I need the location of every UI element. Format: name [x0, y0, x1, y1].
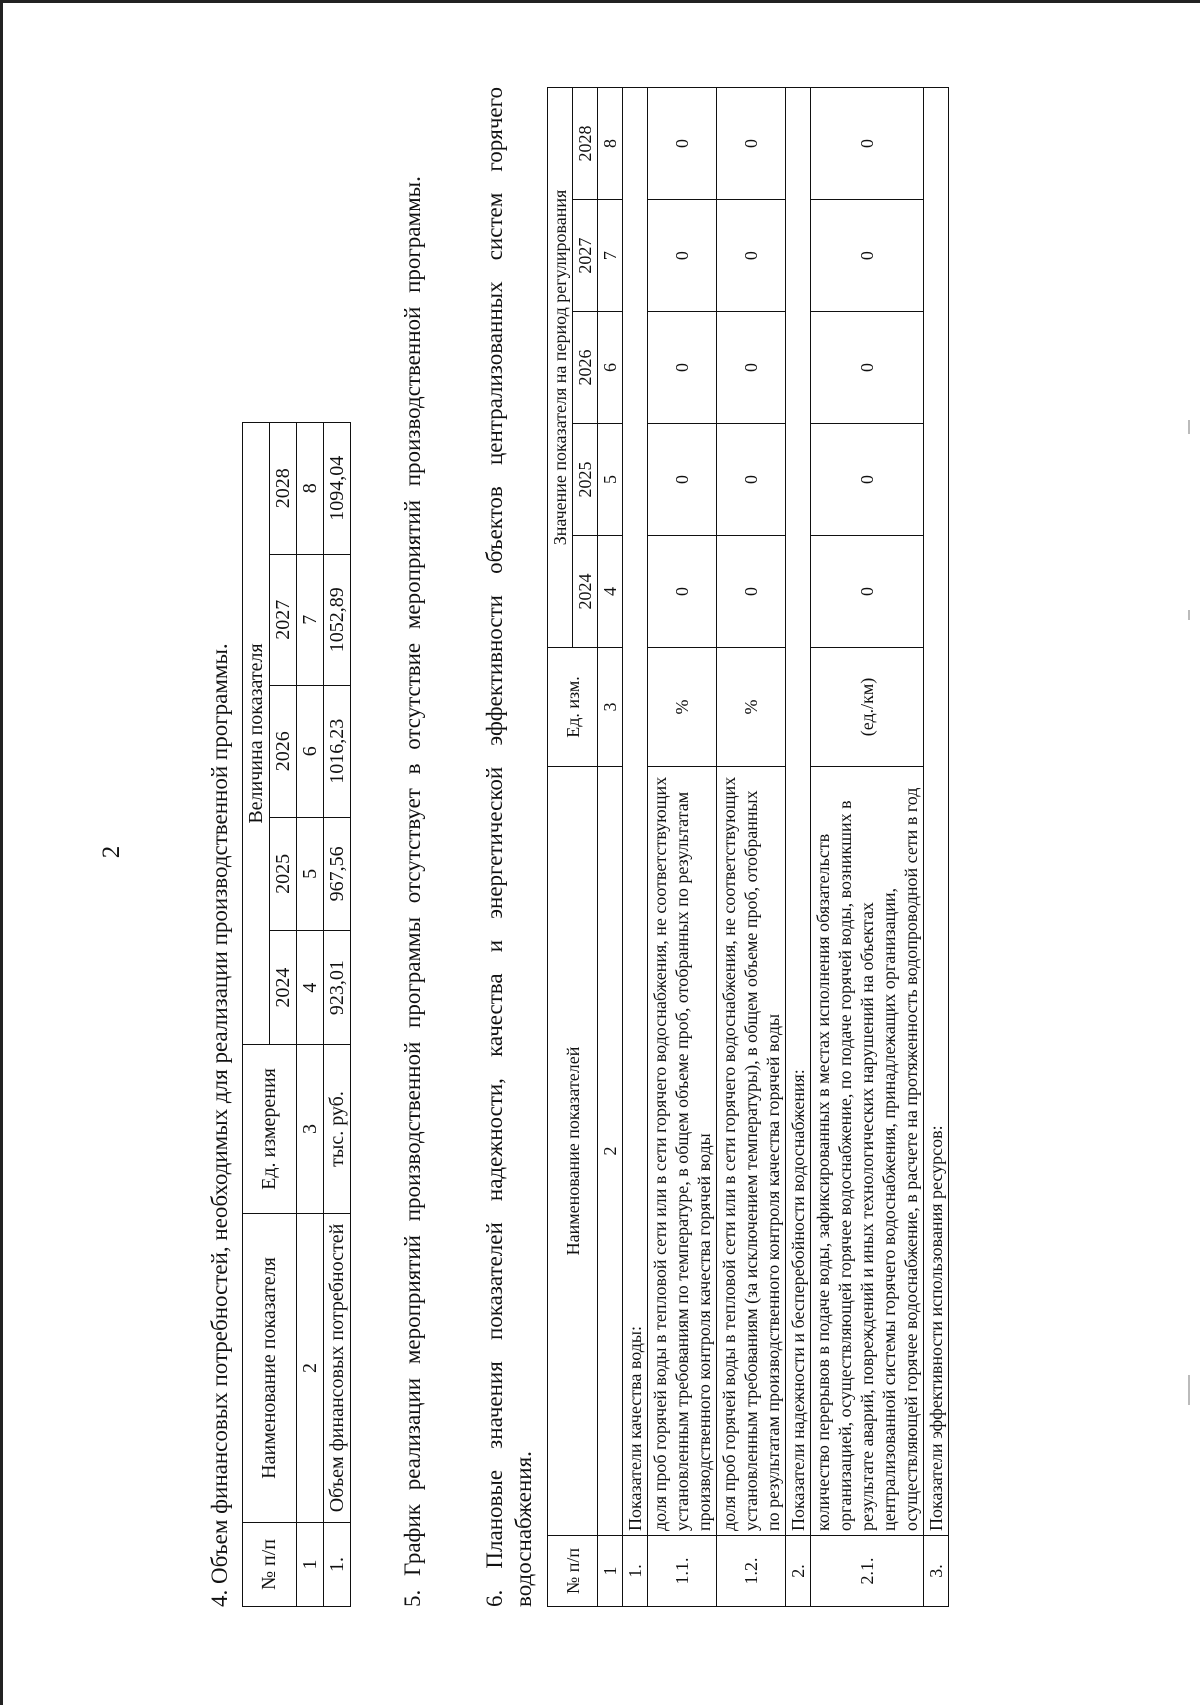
header-year: 2025: [573, 424, 598, 536]
row-value: 0: [717, 312, 786, 424]
row-value: 0: [648, 424, 717, 536]
header-year: 2024: [270, 931, 297, 1045]
table-row: [648, 88, 717, 1607]
scan-border-left: [0, 0, 3, 1705]
group-row: [623, 88, 648, 1607]
header-year: 2028: [573, 88, 598, 200]
index-cell: 8: [598, 88, 623, 200]
row-value: 0: [811, 424, 924, 536]
table-row: [324, 423, 351, 1607]
index-cell: 5: [598, 424, 623, 536]
row-value: 0: [648, 200, 717, 312]
index-cell: 7: [598, 200, 623, 312]
section-5-text: 5. График реализации мероприятий производственной программы отсутствует в отсутствие мероприятий производственной программы.: [400, 176, 425, 1607]
row-value: 1094,04: [324, 423, 351, 555]
table-row: [811, 88, 924, 1607]
group-title: Показатели надежности и бесперебойности водоснабжения:: [786, 88, 811, 1536]
row-value: 0: [648, 88, 717, 200]
index-cell: 2: [297, 1214, 324, 1523]
row-unit: %: [717, 648, 786, 767]
table-header-row: [243, 423, 270, 1607]
scan-speck: [1188, 420, 1190, 434]
index-cell: 7: [297, 554, 324, 686]
header-year: 2027: [573, 200, 598, 312]
row-unit: %: [648, 648, 717, 767]
header-year: 2025: [270, 817, 297, 931]
group-row: [924, 88, 949, 1607]
row-num: 1.2.: [717, 1536, 786, 1607]
row-unit: (ед./км): [811, 648, 924, 767]
row-num: 1.: [324, 1523, 351, 1607]
index-cell: 5: [297, 817, 324, 931]
row-value: 0: [717, 88, 786, 200]
row-name: количество перерывов в подаче воды, зафиксированных в местах исполнения обязательств организацией, осуществляющей горячее водоснабжение, по подаче горячей воды, возникших в результате аварий, повреждений и иных технологических нарушений на объектах централизованной системы горячего водоснабжения, принадлежащих организации, осуществляющей горячее водоснабжение, в расчете на протяженность водопроводной сети в год: [811, 767, 924, 1536]
index-cell: 1: [598, 1536, 623, 1607]
financial-needs-table: [242, 422, 351, 1607]
row-value: 0: [648, 536, 717, 648]
row-value: 0: [717, 200, 786, 312]
row-num: 2.1.: [811, 1536, 924, 1607]
row-value: 0: [811, 536, 924, 648]
row-value: 967,56: [324, 817, 351, 931]
scan-speck: [1188, 1375, 1190, 1405]
header-num: № п/п: [243, 1523, 297, 1607]
group-title: Показатели качества воды:: [623, 88, 648, 1536]
header-year: 2026: [573, 312, 598, 424]
table-index-row: [598, 88, 623, 1607]
row-value: 0: [811, 312, 924, 424]
section-6-heading: 6. Плановые значения показателей надежности, качества и энергетической эффективности объектов централизованных систем горячего водоснабжения.: [482, 87, 536, 1607]
header-year: 2028: [270, 423, 297, 555]
row-name: Объем финансовых потребностей: [324, 1214, 351, 1523]
scan-border-top: [0, 0, 1200, 3]
index-cell: 2: [598, 767, 623, 1536]
index-cell: 1: [297, 1523, 324, 1607]
index-cell: 6: [598, 312, 623, 424]
row-value: 0: [717, 424, 786, 536]
row-num: 2.: [786, 1536, 811, 1607]
row-value: 0: [811, 88, 924, 200]
row-value: 1052,89: [324, 554, 351, 686]
index-cell: 4: [598, 536, 623, 648]
header-name: Наименование показателей: [548, 767, 598, 1536]
document-page: [70, 52, 1130, 1652]
index-cell: 3: [598, 648, 623, 767]
row-num: 1.: [623, 1536, 648, 1607]
table-row: [717, 88, 786, 1607]
header-name: Наименование показателя: [243, 1214, 297, 1523]
header-unit: Ед. измерения: [243, 1045, 297, 1214]
table-header-row: [548, 88, 573, 1607]
header-unit: Ед. изм.: [548, 648, 598, 767]
page-number: 2: [98, 845, 125, 859]
row-value: 923,01: [324, 931, 351, 1045]
header-year: 2027: [270, 554, 297, 686]
section-4-heading: 4. Объем финансовых потребностей, необходимых для реализации производственной программы.: [207, 643, 232, 1607]
scan-speck: [1188, 610, 1190, 620]
row-value: 0: [811, 200, 924, 312]
header-year: 2026: [270, 686, 297, 818]
header-year: 2024: [573, 536, 598, 648]
table-index-row: [297, 423, 324, 1607]
row-num: 3.: [924, 1536, 949, 1607]
row-name: доля проб горячей воды в тепловой сети или в сети горячего водоснабжения, не соответствующих установленным требованиям (за исключением температуры), в общем объеме проб, отобранных по результатам производственного контроля качества горячей воды: [717, 767, 786, 1536]
header-value-group: Значение показателя на период регулирования: [548, 88, 573, 648]
row-num: 1.1.: [648, 1536, 717, 1607]
row-value: 0: [648, 312, 717, 424]
row-value: 1016,23: [324, 686, 351, 818]
index-cell: 8: [297, 423, 324, 555]
header-num: № п/п: [548, 1536, 598, 1607]
index-cell: 4: [297, 931, 324, 1045]
row-name: доля проб горячей воды в тепловой сети или в сети горячего водоснабжения, не соответствующих установленным требованиям по температуре, в общем объеме проб, отобранных по результатам производственного контроля качества горячей воды: [648, 767, 717, 1536]
index-cell: 6: [297, 686, 324, 818]
row-value: 0: [717, 536, 786, 648]
row-unit: тыс. руб.: [324, 1045, 351, 1214]
group-title: Показатели эффективности использования ресурсов:: [924, 88, 949, 1536]
header-value-group: Величина показателя: [243, 423, 270, 1045]
indicators-table: [547, 87, 949, 1607]
index-cell: 3: [297, 1045, 324, 1214]
group-row: [786, 88, 811, 1607]
